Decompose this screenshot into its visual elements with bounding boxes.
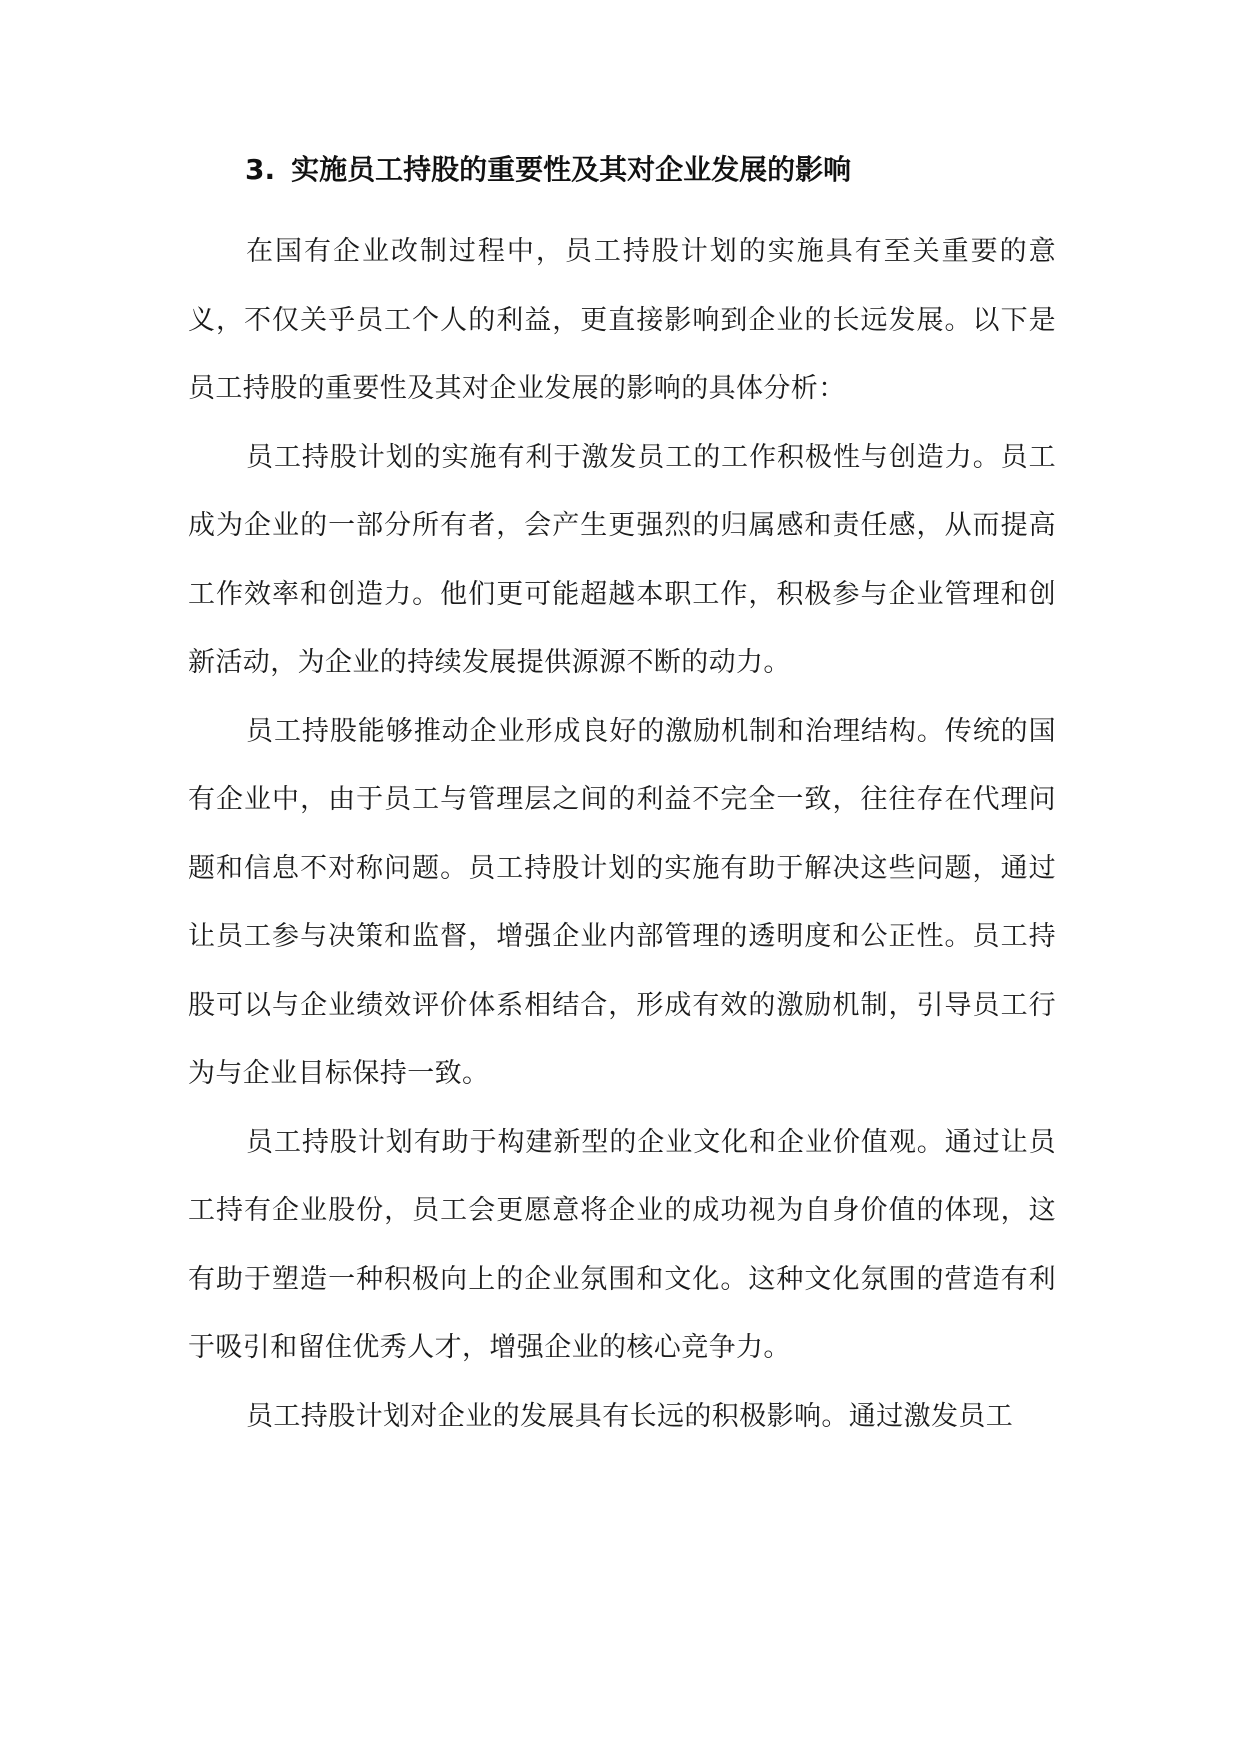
paragraph-governance: 员工持股能够推动企业形成良好的激励机制和治理结构。传统的国有企业中，由于员工与管理层之间的利益不完全一致，往往存在代理问题和信息不对称问题。员工持股计划的实施有助于解决这些问题，通过让员工参与决策和监督，增强企业内部管理的透明度和公正性。员工持股可以与企业绩效评价体系相结合，形成有效的激励机制，引导员工行为与企业目标保持一致。 bbox=[188, 715, 1056, 1089]
paragraph-motivation: 员工持股计划的实施有利于激发员工的工作积极性与创造力。员工成为企业的一部分所有者，会产生更强烈的归属感和责任感，从而提高工作效率和创造力。他们更可能超越本职工作，积极参与企业管理和创新活动，为企业的持续发展提供源源不断的动力。 bbox=[188, 441, 1056, 678]
body-text bbox=[188, 218, 1056, 1451]
paragraph-long-term: 员工持股计划对企业的发展具有长远的积极影响。通过激发员工 bbox=[246, 1400, 1014, 1432]
section-heading bbox=[245, 150, 1145, 190]
paragraph-culture: 员工持股计划有助于构建新型的企业文化和企业价值观。通过让员工持有企业股份，员工会更愿意将企业的成功视为自身价值的体现，这有助于塑造一种积极向上的企业氛围和文化。这种文化氛围的营造有利于吸引和留住优秀人才，增强企业的核心竞争力。 bbox=[188, 1126, 1056, 1363]
section-title: 实施员工持股的重要性及其对企业发展的影响 bbox=[291, 153, 852, 186]
section-number: 3. bbox=[245, 153, 276, 186]
paragraph-intro: 在国有企业改制过程中，员工持股计划的实施具有至关重要的意义，不仅关乎员工个人的利益，更直接影响到企业的长远发展。以下是员工持股的重要性及其对企业发展的影响的具体分析： bbox=[188, 236, 1056, 404]
